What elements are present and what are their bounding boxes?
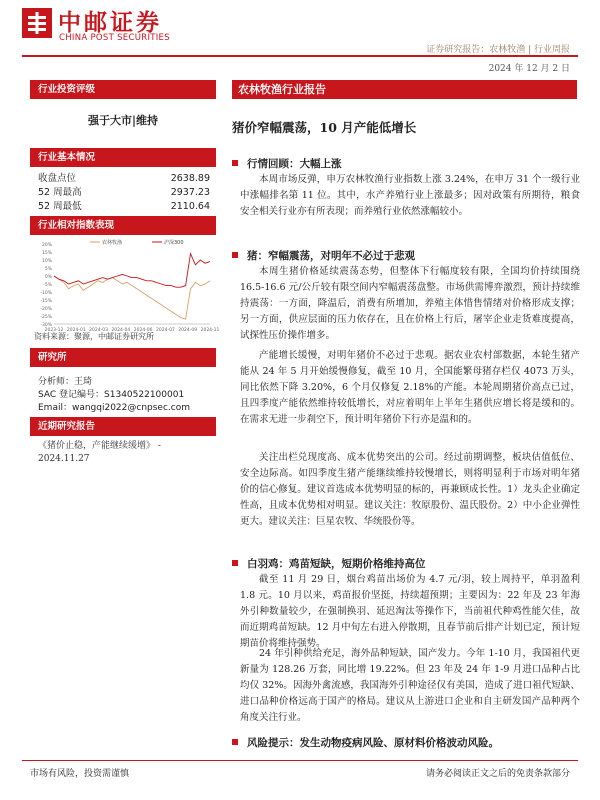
- analyst-header: 研究所: [30, 348, 216, 367]
- section-title-text: 行情回顾：大幅上涨: [247, 158, 342, 170]
- section-title: [232, 556, 426, 571]
- x-tick-label: 2024-11: [200, 328, 220, 333]
- recent-header: 近期研究报告: [30, 417, 216, 436]
- section-title-text: 猪：窄幅震荡，对明年不必过于悲观: [247, 250, 415, 262]
- basics-header: 行业基本情况: [30, 148, 216, 167]
- section-title: [232, 248, 415, 263]
- y-tick-label: 20%: [41, 243, 52, 248]
- x-tick-label: 2024-03: [89, 328, 108, 333]
- paragraph: 关注出栏兑现度高、成本优势突出的公司。经过前期调整，板块估值低位、安全边际高。如四季度生猪产能继续维持较慢增长，则将明显利于市场对明年猪价的信心修复。建议首选成本优势明显的标的，再兼顾成长性。1）龙头企业确定性高，且成本优势相对明显。建议关注：牧原股份、温氏股份。2）中小企业弹性更大。建议关注：巨星农牧、华统股份等。: [240, 452, 580, 527]
- stat-label: 52 周最低: [38, 201, 82, 212]
- paragraph: 产能增长缓慢，对明年猪价不必过于悲观。据农业农村部数据，本轮生猪产能从 24 年 5 月开始缓慢修复，截至 10 月，全国能繁母猪存栏仅 4073 万头，同比依然下降 3.20%，6 个月仅修复 2.18%的产能。本轮周期猪价高点已过，且四季度产能依然维持较低增长，对应着明年上半年生猪供应增长将是缓和的。在需求无进一步刹空下，预计明年猪价下行亦是温和的。: [240, 350, 580, 425]
- brand-name: 中邮证券: [58, 10, 162, 36]
- y-tick-label: -5%: [43, 283, 52, 288]
- footer-divider: [22, 760, 578, 761]
- analyst-sac: SAC 登记编号：S1340522100001: [38, 390, 185, 400]
- breadcrumb: 证券研究报告：农林牧渔 | 行业周报: [426, 45, 570, 55]
- bullet-icon: [232, 739, 238, 745]
- stat-label: 52 周最高: [38, 187, 82, 198]
- section-title-text: 白羽鸡：鸡苗短缺，短期价格维持高位: [247, 558, 426, 570]
- bullet-icon: [232, 160, 238, 166]
- x-tick-label: 2024-01: [66, 328, 86, 333]
- paragraph: 截至 11 月 29 日，烟台鸡苗出场价为 4.7 元/羽，较上周持平，单羽盈利 1.8 元。10 月以来，鸡苗报价坚挺，持续超预期；主要因为：22 年及 23 年海外引种数量较少，在强制换羽、延迟淘汰等操作下，当前祖代种鸡性能欠佳，故而近期鸡苗短缺。12 月中旬左右进入停散期，且春节前后排产计划已定，预计短期苗价将维持强势。: [240, 574, 580, 649]
- x-tick-label: 2024-04: [111, 328, 131, 333]
- recent-report-item[interactable]: 《猪价止稳，产能继续缓增》 - 2024.11.27: [38, 441, 161, 464]
- risk-text: 风险提示：发生动物疫病风险、原材料价格波动风险。: [247, 737, 499, 749]
- header-divider: [22, 55, 578, 57]
- stat-row: [38, 200, 210, 213]
- y-tick-label: -15%: [40, 299, 52, 304]
- paragraph: 本周生猪价格延续震荡态势，但整体下行幅度较有限，全国均价持续围绕 16.5-16.6 元/公斤较有限空间内窄幅震荡盘整。市场供需博弈激烈，预计持续维持震荡：一方面，降温后，消费有所增加，养殖主体惜售情绪对价格形成支撑；另一方面，供应层面的压力依存在，且在价格上行后，屠宰企业走货难度提高，试探性压价操作增多。: [240, 266, 580, 341]
- x-tick-label: 2024-07: [156, 328, 175, 333]
- y-tick-label: 15%: [41, 251, 52, 256]
- y-tick-label: -10%: [40, 291, 52, 296]
- y-tick-label: 5%: [44, 267, 52, 272]
- series-line-0: [54, 276, 210, 319]
- x-tick-label: 2024-06: [133, 328, 153, 333]
- y-tick-label: -20%: [40, 307, 52, 312]
- analyst-name: 分析师：王琦: [38, 377, 93, 387]
- section-header: 农林牧渔行业报告: [232, 80, 577, 99]
- chart-svg: [30, 236, 220, 334]
- relative-index-chart: [30, 236, 220, 334]
- perf-header: 行业相对指数表现: [30, 216, 216, 235]
- x-tick-label: 2023-12: [44, 328, 64, 333]
- footer-left: 市场有风险，投资需谨慎: [30, 769, 130, 779]
- report-date: 2024 年 12 月 2 日: [488, 64, 570, 74]
- chart-source: 资料来源：聚源，中邮证券研究所: [34, 332, 154, 341]
- bullet-icon: [232, 252, 238, 258]
- paragraph: 本周市场反弹，申万农林牧渔行业指数上涨 3.24%，在申万 31 个一级行业中涨幅排名第 11 位。其中，水产养殖行业上涨最多；因对政策有所期待，粮食安全相关行业亦有所表现；而养殖行业依然涨幅较小。: [240, 174, 580, 217]
- brand-name-en: CHINA POST SECURITIES: [59, 33, 170, 43]
- paragraph: 24 年引种供给充足，海外品种短缺，国产发力。今年 1-10 月，我国祖代更新量为 128.26 万套，同比增 19.22%。但 23 年及 24 年 1-9 月进口品种占比均仅 32%。因海外禽流感，我国海外引种途径仅有美国，造成了进口祖代短缺、进口品种价格远高于国产的格局。建议从上游进口企业和自主研发国产品种两个角度关注行业。: [240, 648, 580, 723]
- risk-notice: [232, 735, 499, 750]
- section-title: [232, 156, 342, 171]
- stat-value: 2638.89: [170, 173, 210, 184]
- legend-label: 农林牧渔: [102, 240, 123, 246]
- footer-right: 请务必阅读正文之后的免责条款部分: [425, 769, 570, 779]
- y-tick-label: -25%: [40, 315, 52, 320]
- y-tick-label: -30%: [40, 323, 52, 328]
- bullet-icon: [232, 560, 238, 566]
- rating-header: 行业投资评级: [30, 80, 216, 99]
- analyst-email[interactable]: Email：wangqi2022@cnpsec.com: [38, 403, 191, 413]
- rating-value: 强于大市|维持: [87, 114, 158, 127]
- report-headline: 猪价窄幅震荡，10 月产能低增长: [232, 120, 417, 135]
- x-tick-label: 2024-09: [178, 328, 198, 333]
- y-tick-label: 10%: [41, 259, 52, 264]
- stat-value: 2110.64: [170, 201, 210, 212]
- stat-value: 2937.23: [170, 187, 210, 198]
- logo-mark: [22, 8, 52, 38]
- y-tick-label: 0%: [44, 275, 52, 280]
- legend-label: 沪深300: [164, 240, 184, 246]
- stat-label: 收盘点位: [38, 173, 77, 184]
- stat-row: [38, 172, 210, 185]
- series-line-1: [54, 254, 210, 288]
- stat-row: [38, 186, 210, 199]
